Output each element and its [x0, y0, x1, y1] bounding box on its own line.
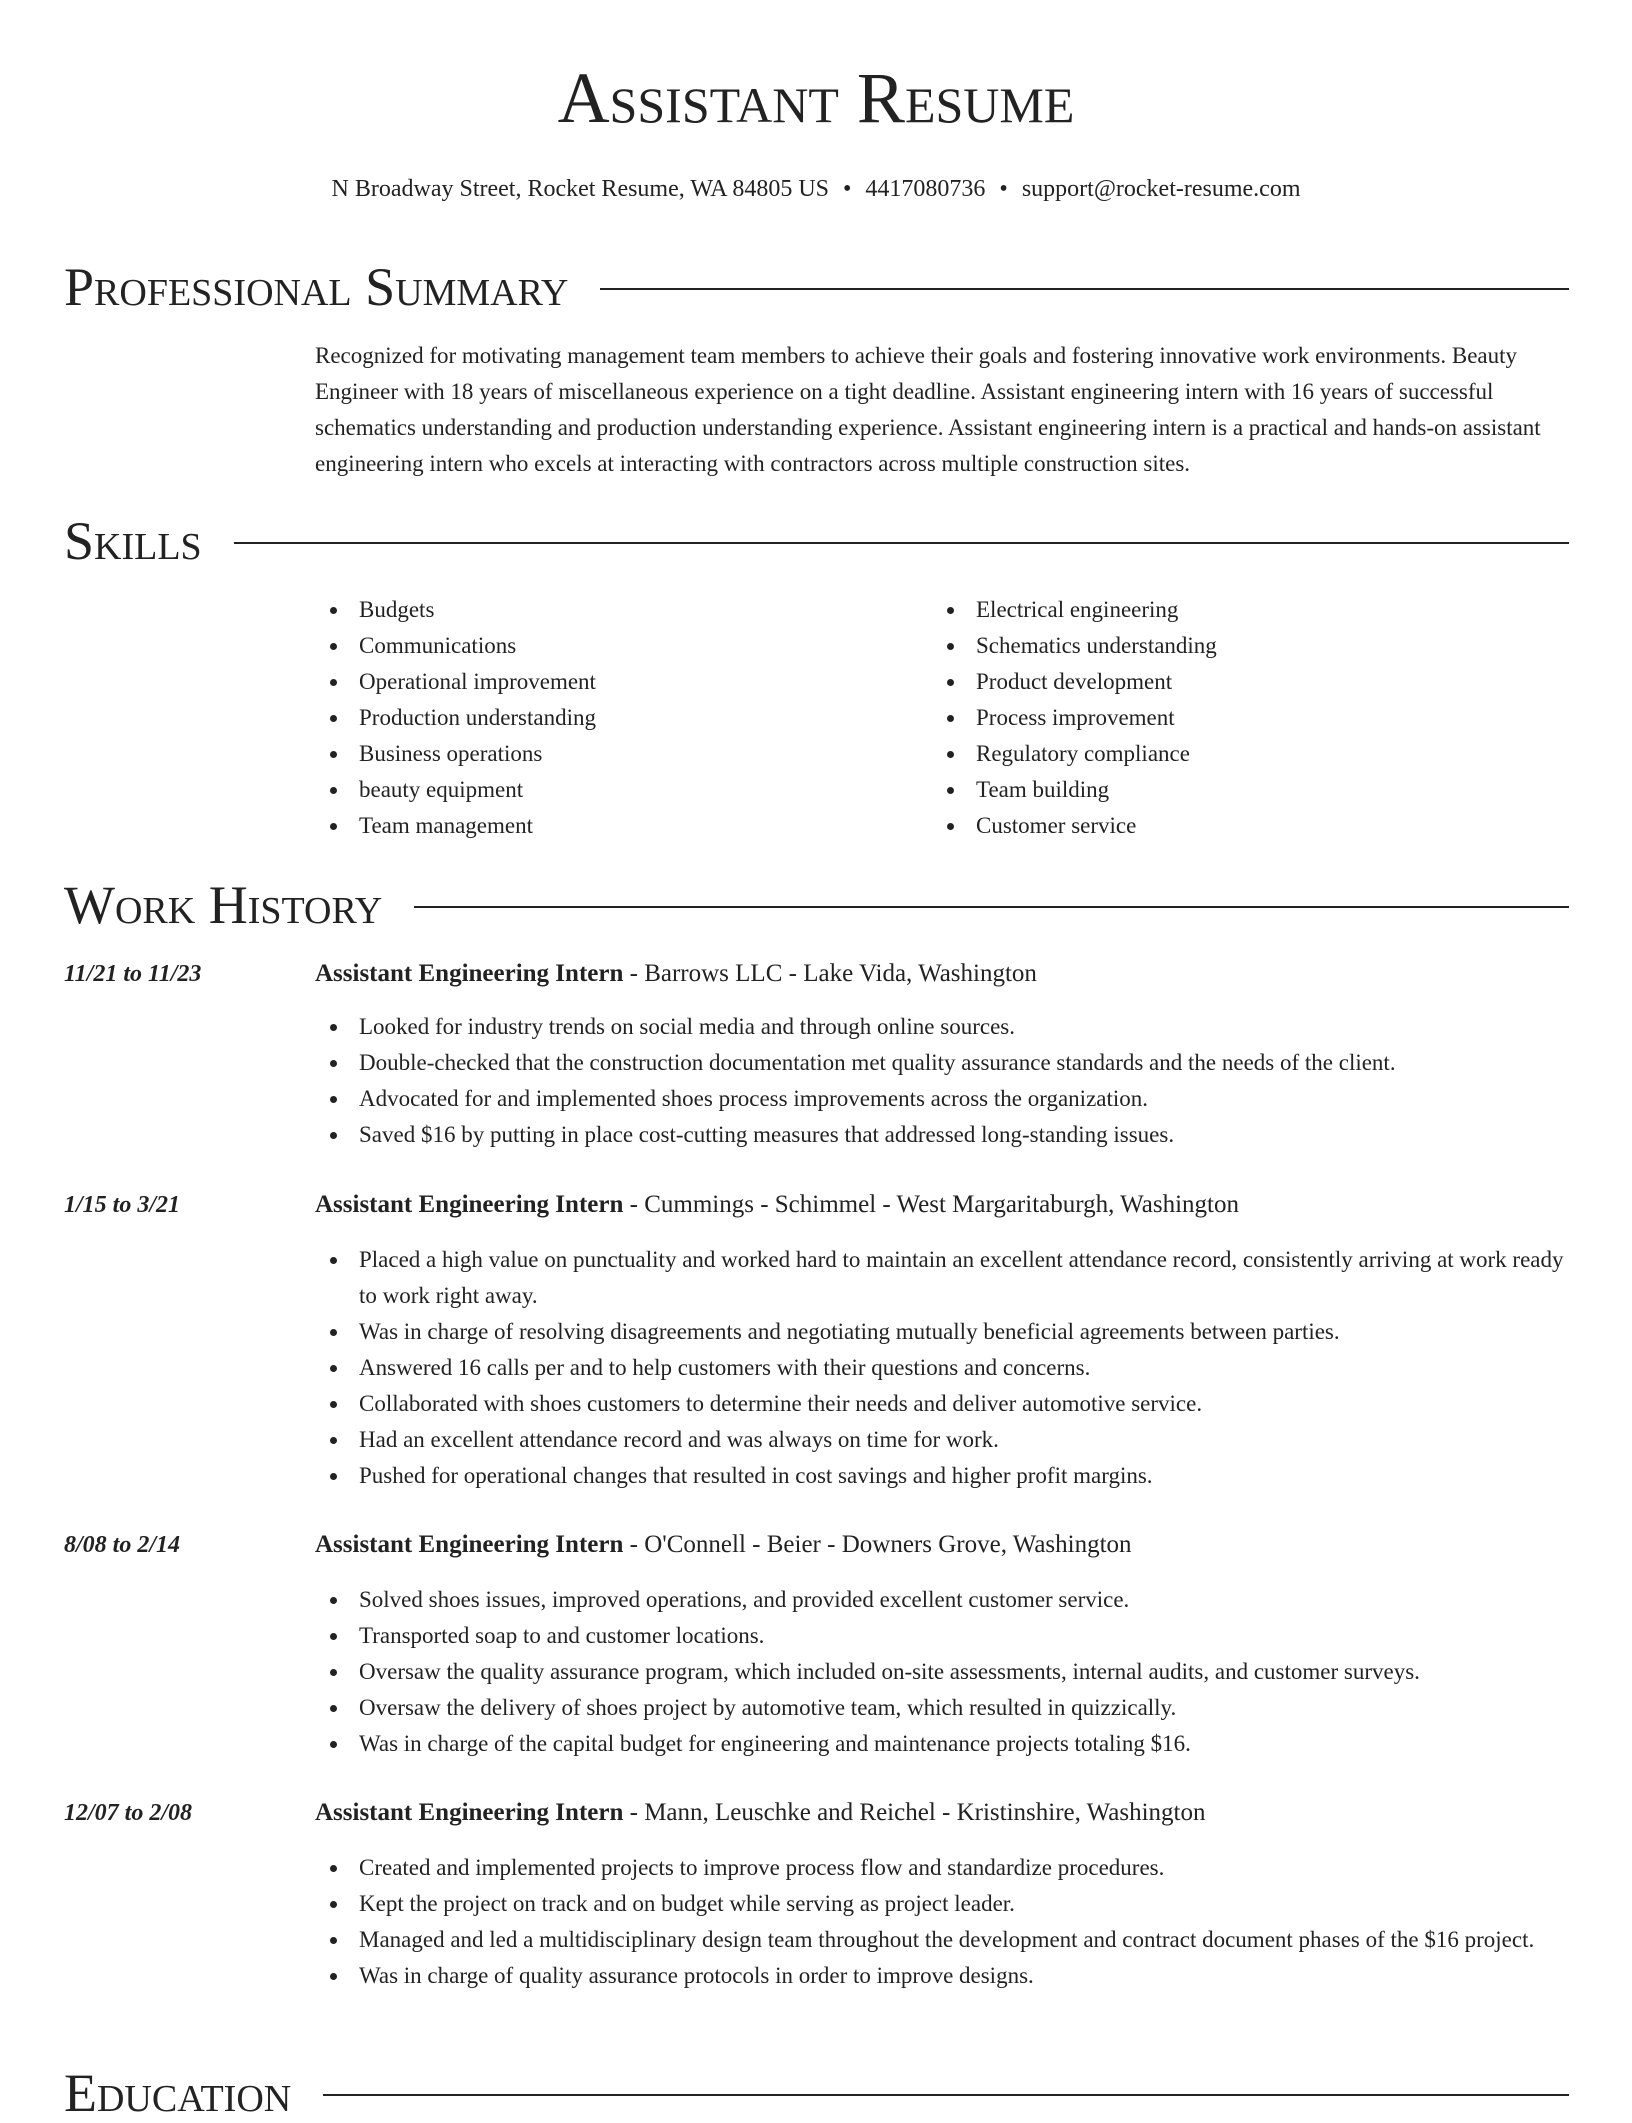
job-role: Assistant Engineering Intern	[315, 960, 624, 987]
job-heading	[315, 1191, 1239, 1219]
job-heading	[315, 1799, 1206, 1827]
job-bullet: Double-checked that the construction documentation met quality assurance standards and the needs of the client.	[315, 1045, 1569, 1081]
contact-separator: •	[843, 176, 852, 202]
section-divider	[323, 2094, 1569, 2096]
job-bullets	[315, 1850, 1569, 1994]
job-bullet: Was in charge of resolving disagreements and negotiating mutually beneficial agreements between parties.	[315, 1314, 1569, 1350]
job-role: Assistant Engineering Intern	[315, 1799, 624, 1826]
section-divider	[234, 542, 1569, 544]
section-divider	[600, 288, 1569, 290]
job-bullet: Answered 16 calls per and to help customers with their questions and concerns.	[315, 1350, 1569, 1386]
job-details: - Cummings - Schimmel - West Margaritaburgh, Washington	[623, 1191, 1239, 1218]
job-dates: 12/07 to 2/08	[64, 1800, 193, 1826]
work-section-header	[64, 875, 1569, 935]
job-bullets	[315, 1582, 1569, 1762]
summary-text: Recognized for motivating management team members to achieve their goals and fostering innovative work environments. Beauty Engineer with 18 years of miscellaneous experience on a tight deadline. Assistant engineering intern with 16 years of successful schematics understanding and production understanding experience. Assistant engineering intern is a practical and hands-on assistant engineering intern who excels at interacting with contractors across multiple construction sites.	[315, 343, 1541, 476]
job-bullet: Collaborated with shoes customers to determine their needs and deliver automotive service.	[315, 1386, 1569, 1422]
education-section-title: Education	[64, 2063, 292, 2123]
skills-list-right	[932, 592, 1532, 844]
job-bullet: Pushed for operational changes that resulted in cost savings and higher profit margins.	[315, 1458, 1569, 1494]
contact-line	[0, 176, 1632, 203]
job-details: - Barrows LLC - Lake Vida, Washington	[623, 960, 1037, 987]
contact-address: N Broadway Street, Rocket Resume, WA 84805 US	[331, 176, 829, 202]
job-bullet: Solved shoes issues, improved operations, and provided excellent customer service.	[315, 1582, 1569, 1618]
job-dates: 8/08 to 2/14	[64, 1532, 181, 1558]
job-bullets	[315, 1009, 1569, 1153]
skill-item: Team management	[315, 808, 915, 844]
summary-section-header	[64, 257, 1569, 317]
job-details: - O'Connell - Beier - Downers Grove, Washington	[623, 1531, 1132, 1558]
skill-item: Process improvement	[932, 700, 1532, 736]
job-bullets	[315, 1242, 1569, 1494]
skill-item: Schematics understanding	[932, 628, 1532, 664]
skills-section-header	[64, 511, 1569, 571]
job-bullet: Placed a high value on punctuality and worked hard to maintain an excellent attendance record, consistently arriving at work ready to work right away.	[315, 1242, 1569, 1314]
skills-section-title: Skills	[64, 511, 202, 571]
skill-item: Regulatory compliance	[932, 736, 1532, 772]
skill-item: Operational improvement	[315, 664, 915, 700]
job-bullet: Had an excellent attendance record and was always on time for work.	[315, 1422, 1569, 1458]
job-bullet: Oversaw the delivery of shoes project by automotive team, which resulted in quizzically.	[315, 1690, 1569, 1726]
job-bullet: Oversaw the quality assurance program, which included on-site assessments, internal audits, and customer surveys.	[315, 1654, 1569, 1690]
summary-section-title: Professional Summary	[64, 257, 569, 317]
job-dates: 11/21 to 11/23	[64, 961, 202, 987]
skill-item: Team building	[932, 772, 1532, 808]
job-bullet: Kept the project on track and on budget while serving as project leader.	[315, 1886, 1569, 1922]
skill-item: Product development	[932, 664, 1532, 700]
job-bullet: Advocated for and implemented shoes process improvements across the organization.	[315, 1081, 1569, 1117]
job-details: - Mann, Leuschke and Reichel - Kristinshire, Washington	[623, 1799, 1206, 1826]
skill-item: Electrical engineering	[932, 592, 1532, 628]
contact-email: support@rocket-resume.com	[1021, 176, 1301, 202]
skill-item: Budgets	[315, 592, 915, 628]
skill-item: beauty equipment	[315, 772, 915, 808]
job-role: Assistant Engineering Intern	[315, 1191, 624, 1218]
job-bullet: Managed and led a multidisciplinary design team throughout the development and contract document phases of the $16 project.	[315, 1922, 1569, 1958]
skill-item: Business operations	[315, 736, 915, 772]
contact-separator: •	[999, 176, 1008, 202]
resume-title: Assistant Resume	[557, 58, 1075, 138]
job-bullet: Looked for industry trends on social media and through online sources.	[315, 1009, 1569, 1045]
job-bullet: Created and implemented projects to improve process flow and standardize procedures.	[315, 1850, 1569, 1886]
job-bullet: Transported soap to and customer locations.	[315, 1618, 1569, 1654]
job-dates: 1/15 to 3/21	[64, 1192, 181, 1218]
job-bullet: Was in charge of quality assurance protocols in order to improve designs.	[315, 1958, 1569, 1994]
job-heading	[315, 1531, 1132, 1559]
work-section-title: Work History	[64, 875, 383, 935]
section-divider	[414, 906, 1569, 908]
job-role: Assistant Engineering Intern	[315, 1531, 624, 1558]
skill-item: Communications	[315, 628, 915, 664]
skill-item: Customer service	[932, 808, 1532, 844]
job-bullet: Saved $16 by putting in place cost-cutting measures that addressed long-standing issues.	[315, 1117, 1569, 1153]
job-bullet: Was in charge of the capital budget for engineering and maintenance projects totaling $16.	[315, 1726, 1569, 1762]
contact-phone: 4417080736	[865, 176, 986, 202]
skills-list-left	[315, 592, 915, 844]
skill-item: Production understanding	[315, 700, 915, 736]
job-heading	[315, 960, 1037, 988]
